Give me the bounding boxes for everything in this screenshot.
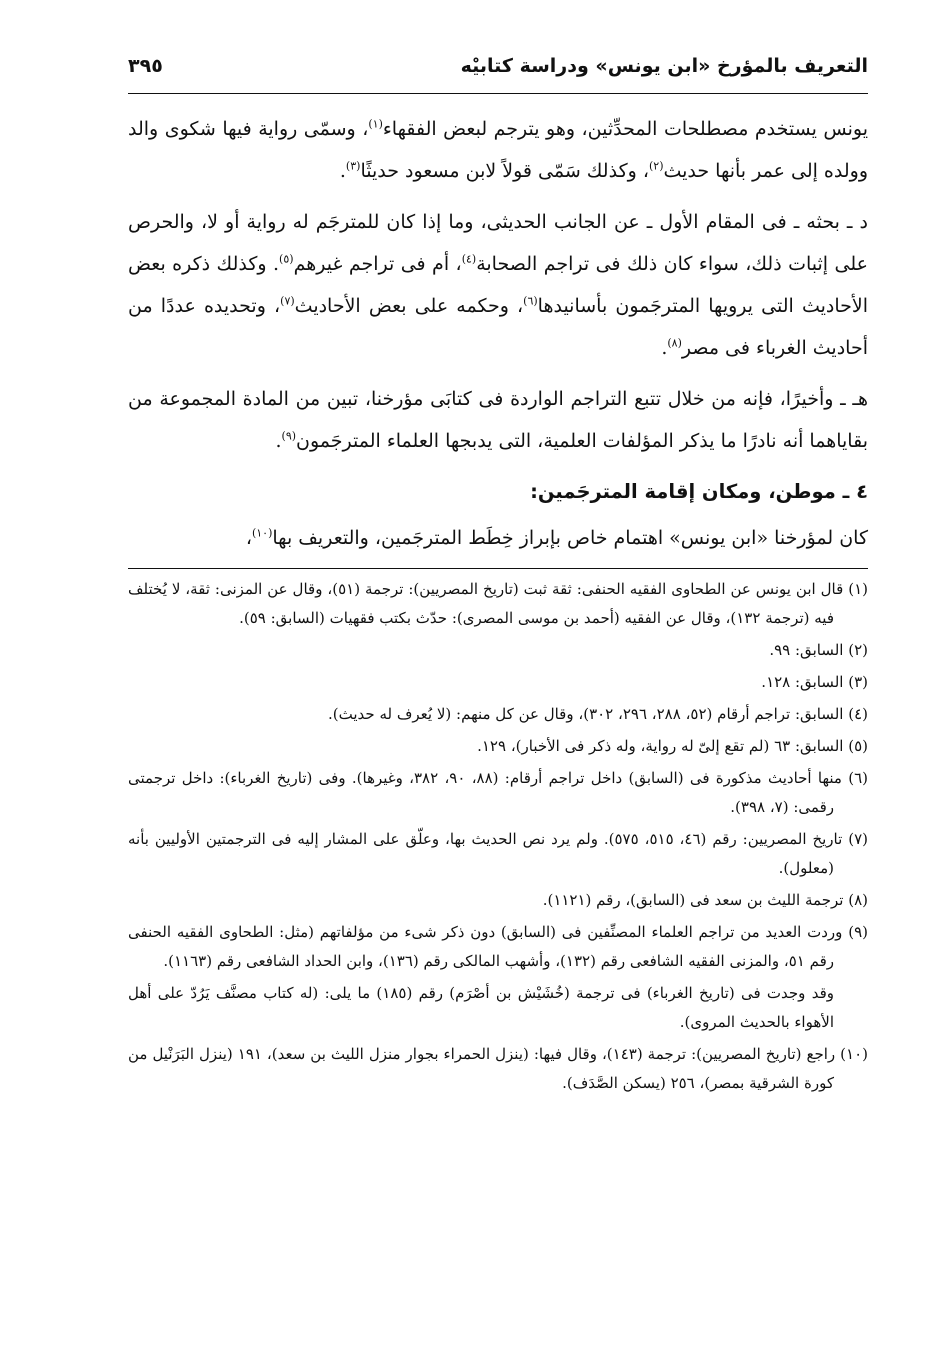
book-page xyxy=(128,55,868,1101)
footnote-rule xyxy=(128,568,868,569)
main-text xyxy=(128,108,868,559)
paragraph-2: د ـ بحثه ـ فى المقام الأول ـ عن الجانب الحديثى، وما إذا كان للمترجَم له رواية أو لا، والحرص على إثبات ذلك، سواء كان ذلك فى تراجم الصحابة$^{(٤)}$، أم فى تراجم غيرهم$^{(٥)}$. وكذلك ذكره بعض الأحاديث التى يرويها المترجَمون بأسانيدها$^{(٦)}$، وحكمه على بعض الأحاديث$^{(٧)}$، وتحديده عددًا من أحاديث الغرباء فى مصر$^{(٨)}$. xyxy=(128,211,869,359)
footnotes xyxy=(128,575,868,1098)
footnote-1: (١) قال ابن يونس عن الطحاوى الفقيه الحنفى: ثقة ثبت (تاريخ المصريين): ترجمة (٥١)، وقال عن المزنى: ثقة، لا يُختلف فيه (ترجمة ١٣٢)، وقال عن الفقيه (أحمد بن موسى المصرى): حدّث بكتب فقهيات (السابق: ٥٩). xyxy=(128,580,868,627)
footnote-ref: (٩) xyxy=(281,429,297,443)
page-number: ٣٩٥ xyxy=(128,55,163,77)
footnote-2: (٢) السابق: ٩٩. xyxy=(769,641,868,659)
footnote-9: (٩) وردت العديد من تراجم العلماء المصنِّفين فى (السابق) دون ذكر شىء من مؤلفاتهم (مثل: الطحاوى الفقيه الحنفى رقم ٥١، والمزنى الفقيه الشافعى رقم (١٣٢)، وأشهب المالكى رقم (١٣٦)، وابن الحداد الشافعى رقم (١١٦٣). xyxy=(128,923,868,970)
section-heading: ٤ ـ موطن، ومكان إقامة المترجَمين: xyxy=(530,480,868,503)
footnote-9-continued: وقد وجدت فى (تاريخ الغرباء) فى ترجمة (خُشَيْش بن أصْرَم) رقم (١٨٥) ما يلى: (له كتاب مصنَّف يَرُدّ على أهل الأهواء بالحديث المروى). xyxy=(128,984,834,1031)
footnote-5: (٥) السابق: ٦٣ (لم تقع إلىّ له رواية، وله ذكر فى الأخبار)، ١٢٩. xyxy=(477,737,868,755)
footnote-ref: (١) xyxy=(368,117,383,131)
footnote-7: (٧) تاريخ المصريين: رقم (٤٦، ٥١٥، ٥٧٥). ولم يرد نص الحديث بها، وعلّق على المشار إليه فى الترجمتين الأوليين بأنه (معلول). xyxy=(128,830,869,877)
footnote-ref: (١٠) xyxy=(251,526,273,540)
paragraph-3: هـ ـ وأخيرًا، فإنه من خلال تتبع التراجم الواردة فى كتابَى مؤرخنا، تبين من المادة المجموعة من بقاياهما أنه نادرًا ما يذكر المؤلفات العلمية، التى يدبجها العلماء المترجَمون$^{(٩)}$. xyxy=(128,388,868,452)
footnote-10: (١٠) راجع (تاريخ المصريين): ترجمة (١٤٣)، وقال فيها: (ينزل الحمراء بجوار منزل الليث بن سعد)، ١٩١ (ينزل البَرَنْيل من كورة الشرقية بمصر)، ٢٥٦ (يسكن الصَّدَف). xyxy=(128,1045,868,1092)
running-title: التعريف بالمؤرخ «ابن يونس» ودراسة كتابيْه xyxy=(460,55,868,77)
footnote-ref: (٢) xyxy=(648,159,664,173)
footnote-ref: (٣) xyxy=(345,159,361,173)
paragraph-1: يونس يستخدم مصطلحات المحدِّثين، وهو يترجم لبعض الفقهاء$^{(١)}$، وسمّى رواية فيها شكوى والد وولده إلى عمر بأنها حديث$^{(٢)}$، وكذلك سَمّى قولاً لابن مسعود حديثًا$^{(٣)}$. xyxy=(128,117,869,182)
footnote-3: (٣) السابق: ١٢٨. xyxy=(761,673,868,691)
footnote-4: (٤) السابق: تراجم أرقام (٥٢، ٢٨٨، ٢٩٦، ٣٠٢)، وقال عن كل منهم: (لا يُعرف له حديث). xyxy=(328,705,868,723)
footnote-6: (٦) منها أحاديث مذكورة فى (السابق) داخل تراجم أرقام: (٨٨، ٩٠، ٣٨٢، وغيرها). وفى (تاريخ الغرباء): داخل ترجمتى رقمى: (٧، ٣٩٨). xyxy=(128,769,868,816)
footnote-ref: (٤) xyxy=(461,252,477,266)
header-rule xyxy=(128,93,868,94)
footnote-ref: (٧) xyxy=(280,294,295,308)
running-header xyxy=(128,55,868,89)
footnote-ref: (٥) xyxy=(279,252,294,266)
paragraph-4: كان لمؤرخنا «ابن يونس» اهتمام خاص بإبراز خِطَط المترجَمين، والتعريف بها$^{(١٠)}$، xyxy=(245,526,868,549)
footnote-ref: (٨) xyxy=(667,336,682,350)
footnote-ref: (٦) xyxy=(523,294,538,308)
footnote-8: (٨) ترجمة الليث بن سعد فى (السابق)، رقم (١١٢١). xyxy=(542,891,868,909)
